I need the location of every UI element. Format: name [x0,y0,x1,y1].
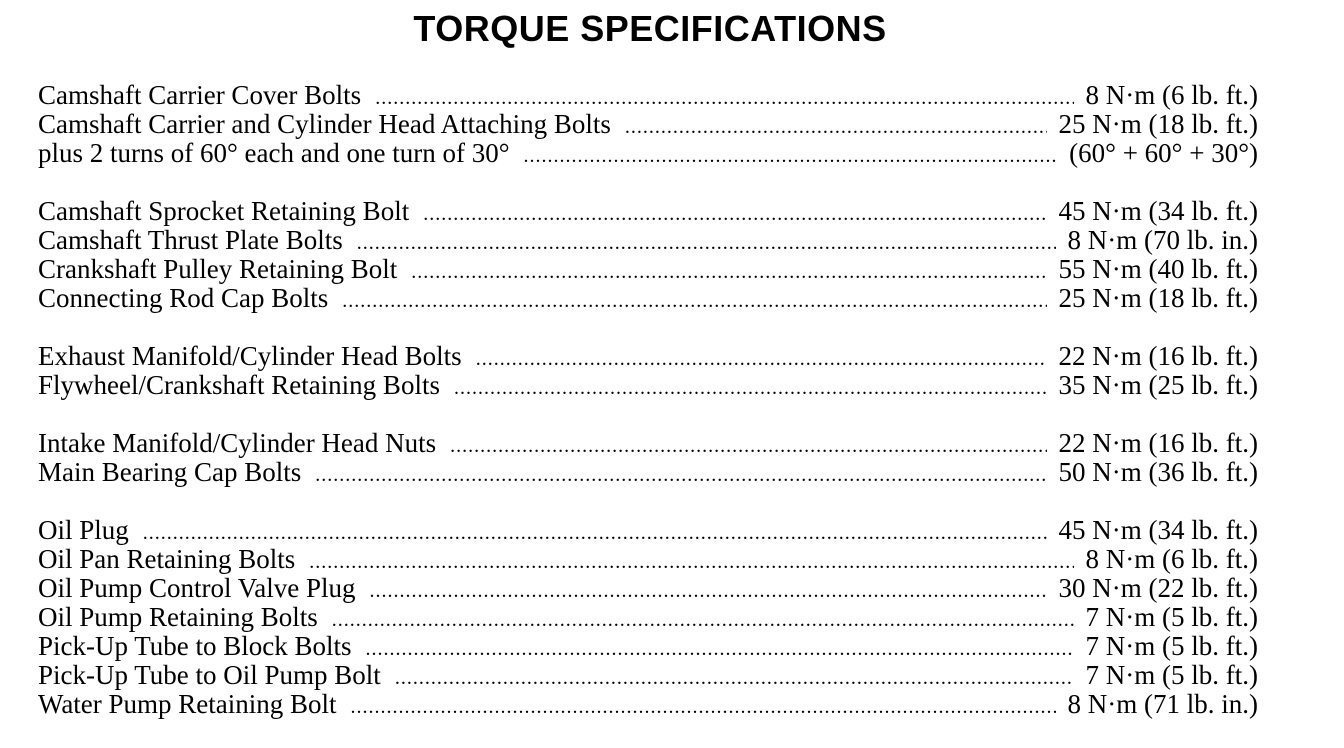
torque-spec-list [38,81,1258,748]
dot-leader [370,581,1047,601]
spec-row [38,603,1258,632]
dot-leader [315,465,1046,485]
spec-row [38,284,1258,313]
spec-group [38,81,1258,168]
spec-name: Camshaft Carrier Cover Bolts [38,80,362,110]
spec-value: 30 N·m (22 lb. ft.) [1058,573,1258,603]
dot-leader [411,262,1046,282]
spec-row [38,458,1258,487]
spec-row [38,197,1258,226]
spec-group [38,342,1258,400]
dot-leader [524,146,1058,166]
spec-name: Pick-Up Tube to Block Bolts [38,631,352,661]
spec-row [38,139,1258,168]
spec-name: Exhaust Manifold/Cylinder Head Bolts [38,341,462,371]
spec-group [38,516,1258,719]
spec-value: 8 N·m (6 lb. ft.) [1085,80,1258,110]
spec-name: Camshaft Sprocket Retaining Bolt [38,196,410,226]
spec-value: 35 N·m (25 lb. ft.) [1058,370,1258,400]
spec-name: Oil Plug [38,515,129,545]
spec-name: Main Bearing Cap Bolts [38,457,302,487]
spec-value: (60° + 60° + 30°) [1069,138,1258,168]
spec-name: Oil Pump Control Valve Plug [38,573,356,603]
spec-value: 45 N·m (34 lb. ft.) [1058,515,1258,545]
spec-name: Camshaft Carrier and Cylinder Head Attaching Bolts [38,109,611,139]
dot-leader [395,668,1074,688]
spec-value: 25 N·m (18 lb. ft.) [1058,109,1258,139]
dot-leader [309,552,1073,572]
dot-leader [342,291,1046,311]
spec-value: 22 N·m (16 lb. ft.) [1058,341,1258,371]
spec-row [38,574,1258,603]
spec-name: Oil Pan Retaining Bolts [38,544,296,574]
spec-name: Water Pump Retaining Bolt [38,689,337,719]
spec-value: 8 N·m (6 lb. ft.) [1085,544,1258,574]
spec-value: 22 N·m (16 lb. ft.) [1058,428,1258,458]
spec-name: Flywheel/Crankshaft Retaining Bolts [38,370,440,400]
spec-row [38,255,1258,284]
spec-value: 45 N·m (34 lb. ft.) [1058,196,1258,226]
spec-row [38,429,1258,458]
spec-row [38,342,1258,371]
spec-row [38,516,1258,545]
spec-name: Crankshaft Pulley Retaining Bolt [38,254,398,284]
spec-row [38,81,1258,110]
dot-leader [625,117,1047,137]
spec-value: 7 N·m (5 lb. ft.) [1085,631,1258,661]
spec-row [38,690,1258,719]
spec-row [38,661,1258,690]
dot-leader [454,378,1047,398]
dot-leader [476,349,1047,369]
dot-leader [143,523,1047,543]
dot-leader [366,639,1074,659]
spec-value: 50 N·m (36 lb. ft.) [1058,457,1258,487]
spec-name: Pick-Up Tube to Oil Pump Bolt [38,660,381,690]
spec-value: 25 N·m (18 lb. ft.) [1058,283,1258,313]
spec-name: Oil Pump Retaining Bolts [38,602,318,632]
spec-name: plus 2 turns of 60° each and one turn of 30° [38,138,510,168]
spec-row [38,226,1258,255]
spec-name: Intake Manifold/Cylinder Head Nuts [38,428,437,458]
spec-value: 8 N·m (70 lb. in.) [1067,225,1258,255]
dot-leader [357,233,1056,253]
page-title: TORQUE SPECIFICATIONS [413,8,887,49]
dot-leader [423,204,1046,224]
dot-leader [375,88,1073,108]
spec-group [38,197,1258,313]
spec-row [38,545,1258,574]
spec-value: 55 N·m (40 lb. ft.) [1058,254,1258,284]
spec-value: 7 N·m (5 lb. ft.) [1085,602,1258,632]
spec-name: Camshaft Thrust Plate Bolts [38,225,343,255]
dot-leader [332,610,1074,630]
spec-row [38,110,1258,139]
spec-value: 8 N·m (71 lb. in.) [1067,689,1258,719]
spec-group [38,429,1258,487]
dot-leader [450,436,1046,456]
dot-leader [351,697,1056,717]
spec-name: Connecting Rod Cap Bolts [38,283,329,313]
spec-value: 7 N·m (5 lb. ft.) [1085,660,1258,690]
spec-row [38,371,1258,400]
spec-row [38,632,1258,661]
